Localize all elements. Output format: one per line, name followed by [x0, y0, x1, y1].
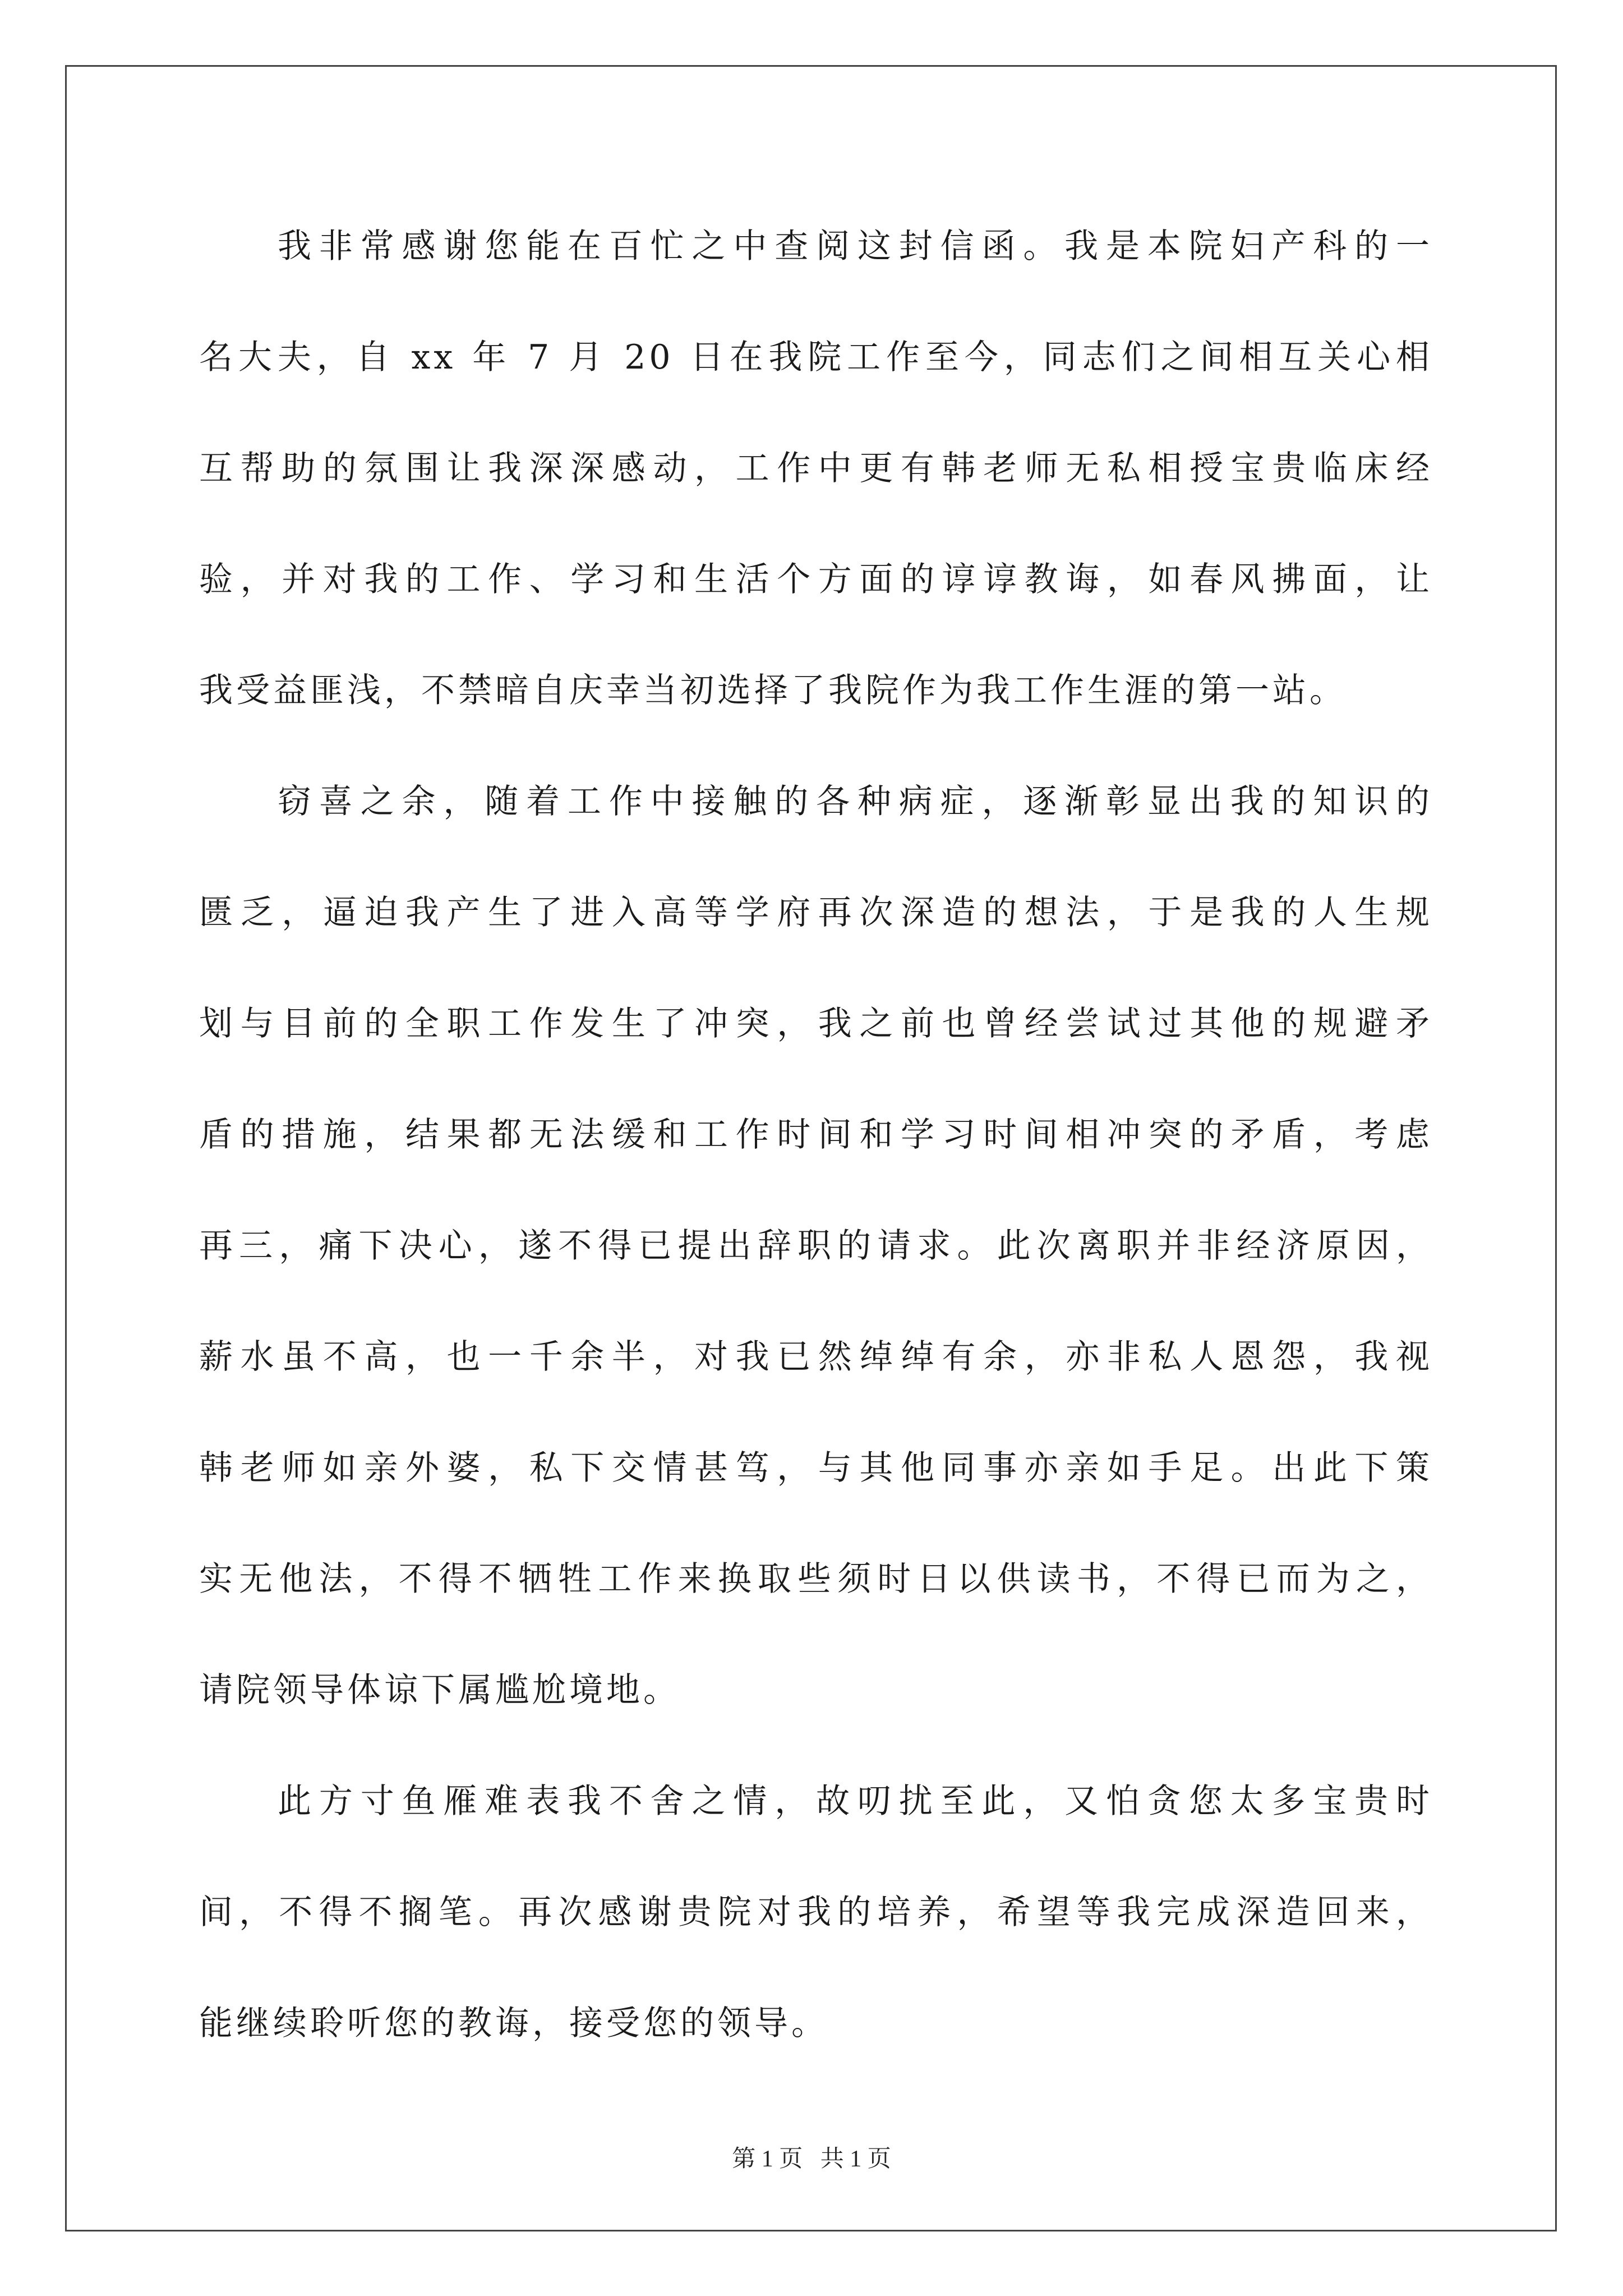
paragraph-3 — [199, 1746, 1433, 2079]
paragraph-line: 能继续聆听您的教诲，接受您的领导。 — [199, 2004, 828, 2043]
paragraph-line: 划与目前的全职工作发生了冲突，我之前也曾经尝试过其他的规避矛 — [199, 1004, 1433, 1043]
paragraph-line: 验，并对我的工作、学习和生活个方面的谆谆教诲，如春风拂面，让 — [199, 560, 1433, 599]
paragraph-line: 互帮助的氛围让我深深感动，工作中更有韩老师无私相授宝贵临床经 — [199, 449, 1433, 488]
paragraph-line: 实无他法，不得不牺牲工作来换取些须时日以供读书，不得已而为之， — [199, 1559, 1433, 1599]
paragraph-line: 再三，痛下决心，遂不得已提出辞职的请求。此次离职并非经济原因， — [199, 1226, 1433, 1266]
paragraph-line: 薪水虽不高，也一千余半，对我已然绰绰有余，亦非私人恩怨，我视 — [199, 1337, 1433, 1377]
page-footer: 第 1 页 共 1 页 — [732, 2146, 891, 2172]
paragraph-line: 请院领导体谅下属尴尬境地。 — [199, 1671, 680, 1710]
paragraph-line: 韩老师如亲外婆，私下交情甚笃，与其他同事亦亲如手足。出此下策 — [199, 1448, 1433, 1488]
paragraph-line: 此方寸鱼雁难表我不舍之情，故叨扰至此，又怕贪您太多宝贵时 — [278, 1782, 1433, 1821]
paragraph-line: 匮乏，逼迫我产生了进入高等学府再次深造的想法，于是我的人生规 — [199, 893, 1433, 932]
paragraph-line: 盾的措施，结果都无法缓和工作时间和学习时间相冲突的矛盾，考虑 — [199, 1115, 1433, 1154]
paragraph-line: 间，不得不搁笔。再次感谢贵院对我的培养，希望等我完成深造回来， — [199, 1893, 1433, 1932]
paragraph-2 — [199, 746, 1433, 1746]
paragraph-line: 窃喜之余，随着工作中接触的各种病症，逐渐彰显出我的知识的 — [278, 782, 1433, 821]
paragraph-line: 我非常感谢您能在百忙之中查阅这封信函。我是本院妇产科的一 — [278, 227, 1433, 266]
letter-body — [199, 191, 1433, 2079]
paragraph-line: 我受益匪浅，不禁暗自庆幸当初选择了我院作为我工作生涯的第一站。 — [199, 671, 1347, 710]
paragraph-1 — [199, 191, 1433, 746]
paragraph-line: 名大夫，自 xx 年 7 月 20 日在我院工作至今，同志们之间相互关心相 — [199, 338, 1433, 377]
